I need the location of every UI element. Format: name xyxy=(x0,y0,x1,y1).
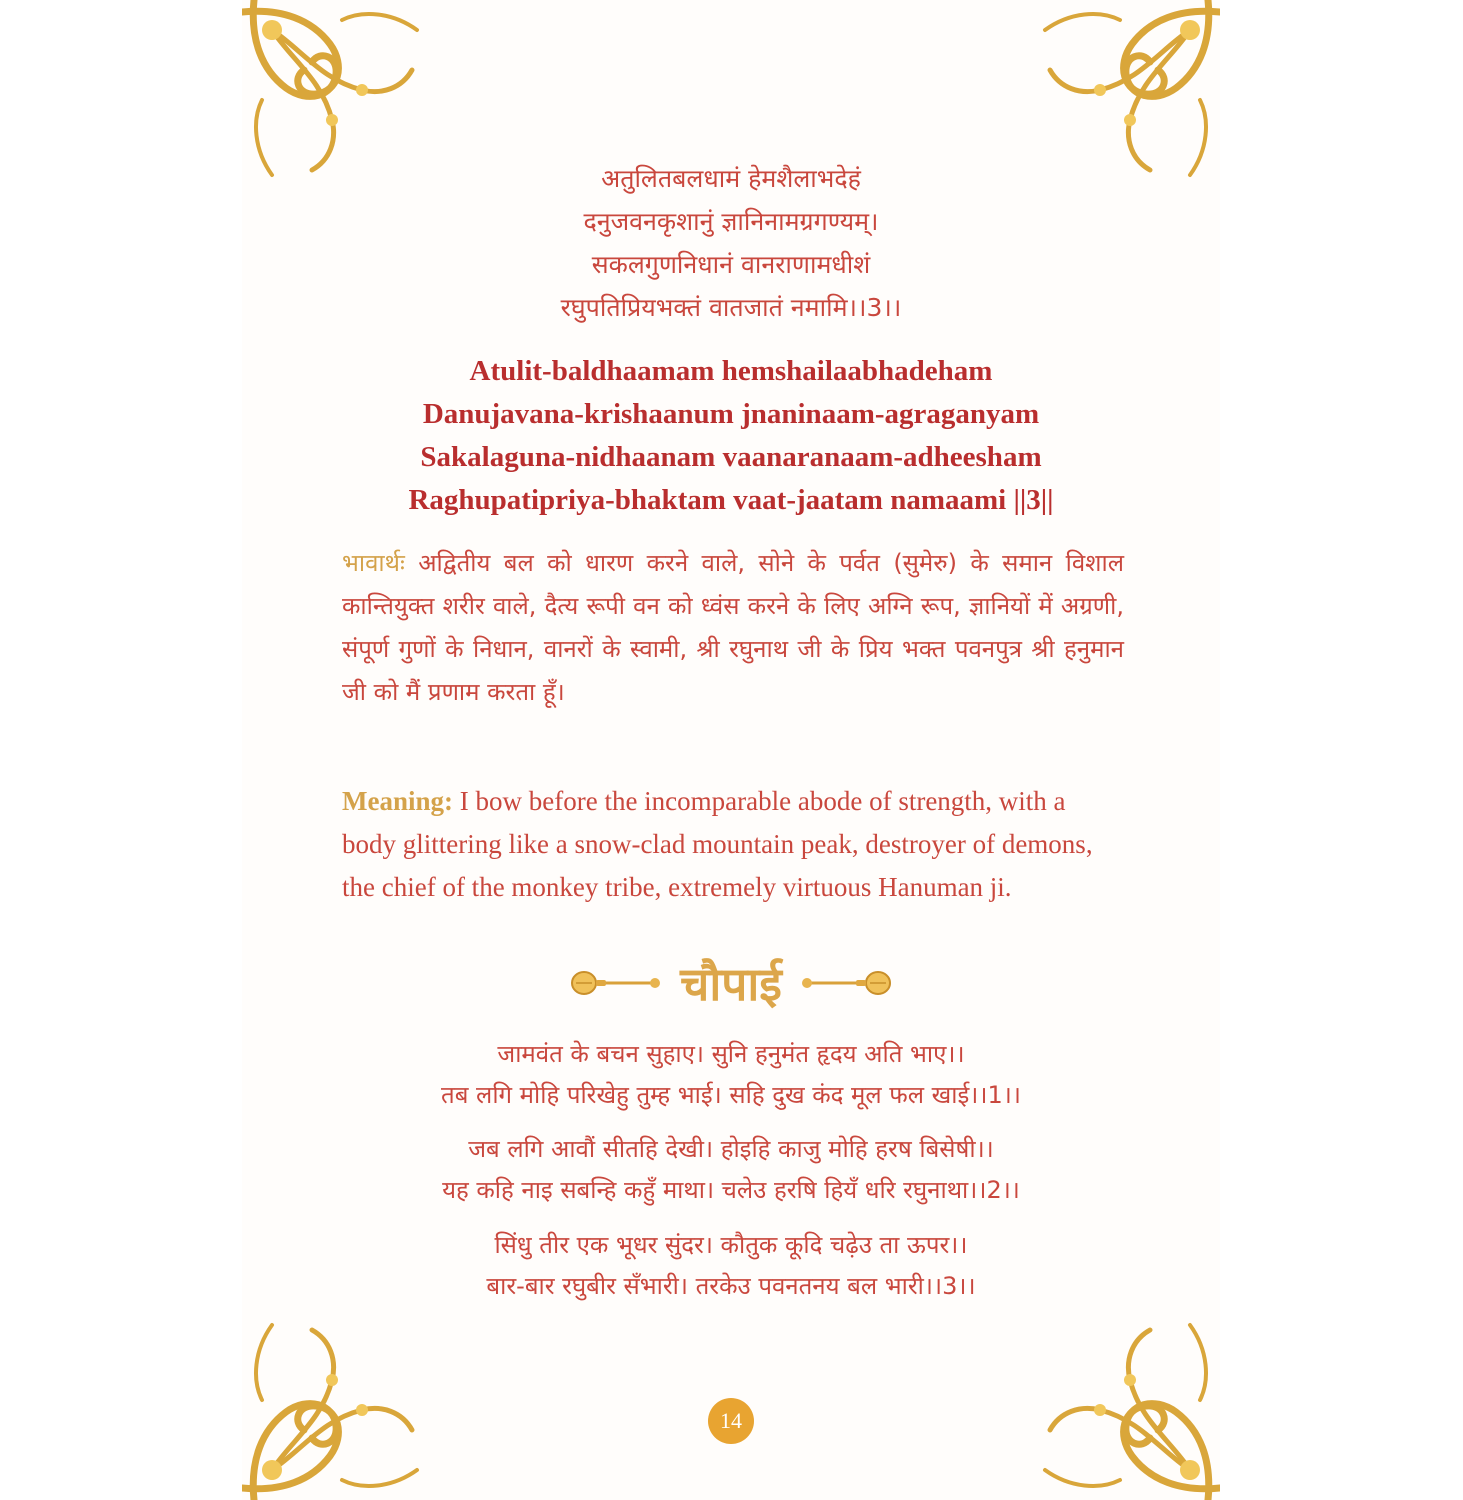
mace-icon xyxy=(570,968,662,998)
chaupai-line: तब लगि मोहि परिखेहु तुम्ह भाई। सहि दुख कंद मूल फल खाई।।1।। xyxy=(441,1081,1021,1109)
translit-line: Raghupatipriya-bhaktam vaat-jaatam namaami ||3|| xyxy=(408,484,1054,516)
chaupai-heading: चौपाई xyxy=(680,957,782,1011)
english-meaning-line: the chief of the monkey tribe, extremely virtuous Hanuman ji. xyxy=(342,872,1012,902)
chaupai-line: जब लगि आवौं सीतहि देखी। होइहि काजु मोहि हरष बिसेषी।। xyxy=(468,1135,994,1163)
hindi-meaning xyxy=(342,542,1124,714)
chaupai-line: जामवंत के बचन सुहाए। सुनि हनुमंत हृदय अति भाए।। xyxy=(497,1040,965,1068)
chaupai-line: सिंधु तीर एक भूधर सुंदर। कौतुक कूदि चढ़ेउ ता ऊपर।। xyxy=(494,1231,968,1259)
translit-line: Danujavana-krishaanum jnaninaam-agraganyam xyxy=(422,398,1040,430)
english-meaning-line: body glittering like a snow-clad mountain peak, destroyer of demons, xyxy=(342,829,1093,859)
corner-ornament-icon xyxy=(242,0,422,180)
corner-ornament-icon xyxy=(1040,0,1220,180)
translit-line: Sakalaguna-nidhaanam vaanaranaam-adheesham xyxy=(420,441,1042,473)
shloka-line: रघुपतिप्रियभक्तं वातजातं नमामि।।3।। xyxy=(560,293,902,322)
shloka-line: अतुलितबलधामं हेमशैलाभदेहं xyxy=(601,164,861,193)
shloka-line: सकलगुणनिधानं वानराणामधीशं xyxy=(591,250,871,279)
chaupai-verse xyxy=(242,1034,1220,1116)
translit-line: Atulit-baldhaamam hemshailaabhadeham xyxy=(469,355,993,387)
chaupai-verse xyxy=(242,1129,1220,1211)
sanskrit-shloka xyxy=(242,157,1220,329)
chaupai-line: यह कहि नाइ सबन्हि कहुँ माथा। चलेउ हरषि हियँ धरि रघुनाथा।।2।। xyxy=(442,1176,1020,1204)
section-heading xyxy=(242,948,1220,1018)
transliteration xyxy=(242,350,1220,522)
english-meaning-label: Meaning: xyxy=(342,786,453,816)
corner-ornament-icon xyxy=(1040,1320,1220,1500)
mace-icon xyxy=(800,968,892,998)
hindi-meaning-text: अद्वितीय बल को धारण करने वाले, सोने के पर्वत (सुमेरु) के समान विशाल कान्तियुक्त शरीर वाले, दैत्य रूपी वन को ध्वंस करने के लिए अग्नि रूप, ज्ञानियों में अग्रणी, संपूर्ण गुणों के निधान, वानरों के स्वामी, श्री रघुनाथ जी के प्रिय भक्त पवनपुत्र श्री हनुमान जी को मैं प्रणाम करता हूँ। xyxy=(342,549,1124,706)
english-meaning-line: I bow before the incomparable abode of strength, with a xyxy=(459,786,1066,816)
chaupai-verse xyxy=(242,1225,1220,1307)
shloka-line: दनुजवनकृशानुं ज्ञानिनामग्रगण्यम्। xyxy=(583,207,879,236)
page-number: 14 xyxy=(708,1398,754,1444)
hindi-meaning-label: भावार्थः xyxy=(342,549,405,577)
book-page xyxy=(242,0,1220,1500)
chaupai-line: बार-बार रघुबीर सँभारी। तरकेउ पवनतनय बल भारी।।3।। xyxy=(486,1272,976,1300)
english-meaning xyxy=(342,780,1132,909)
corner-ornament-icon xyxy=(242,1320,422,1500)
